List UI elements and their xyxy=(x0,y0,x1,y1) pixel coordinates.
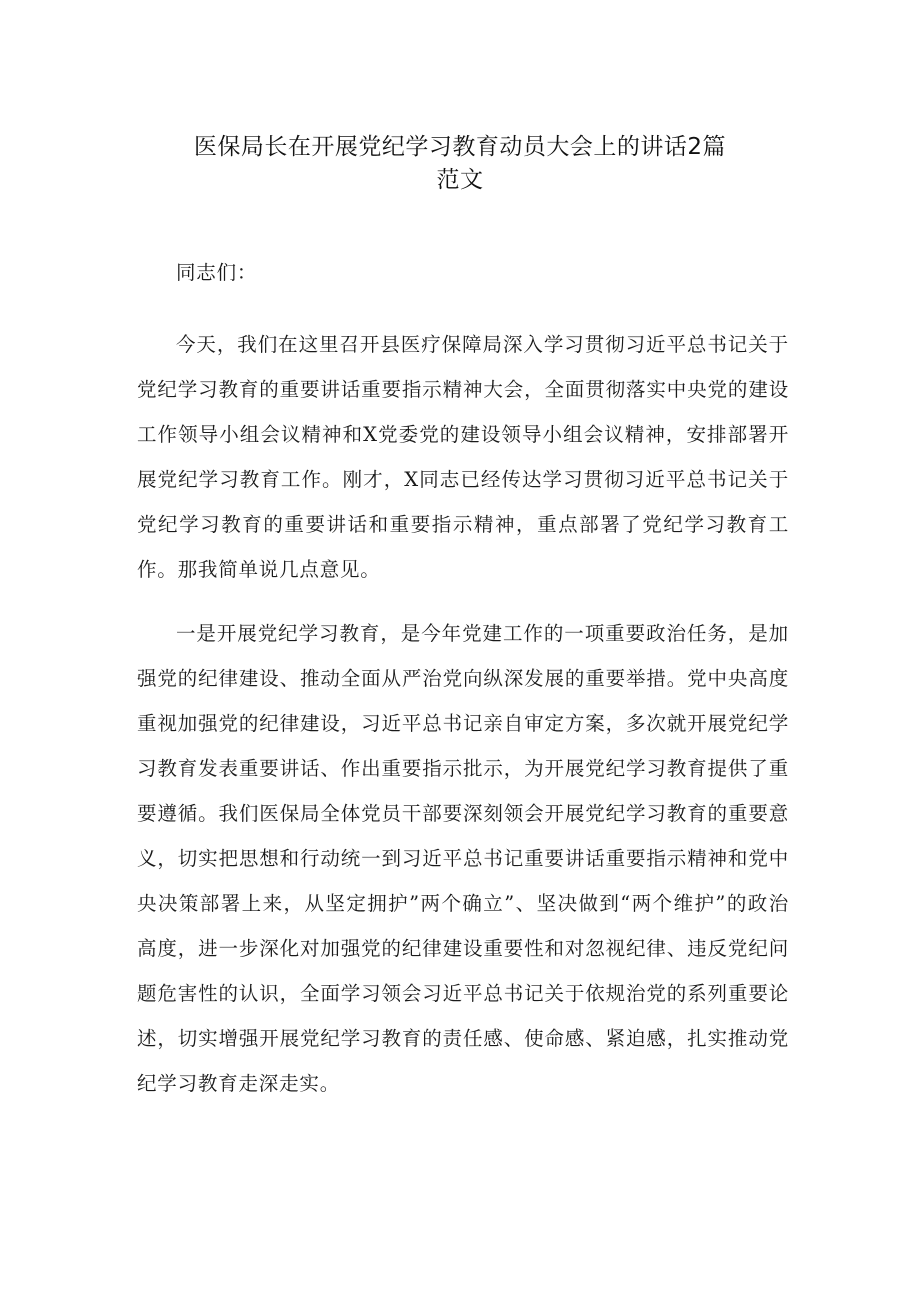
document-title-line2: 范文 xyxy=(436,167,484,193)
document-title-line1: 医保局长在开展党纪学习教育动员大会上的讲话2篇 xyxy=(193,134,727,160)
paragraph-2: 一是开展党纪学习教育，是今年党建工作的一项重要政治任务，是加强党的纪律建设、推动全面从严治党向纵深发展的重要举措。党中央高度重视加强党的纪律建设，习近平总书记亲自审定方案，多次就开展党纪学习教育发表重要讲话、作出重要指示批示，为开展党纪学习教育提供了重要遵循。我们医保局全体党员干部要深刻领会开展党纪学习教育的重要意义，切实把思想和行动统一到习近平总书记重要讲话重要指示精神和党中央决策部署上来，从坚定拥护”两个确立”、坚决做到“两个维护”的政治高度，进一步深化对加强党的纪律建设重要性和对忽视纪律、违反党纪问题危害性的认识，全面学习领会习近平总书记关于依规治党的系列重要论述，切实增强开展党纪学习教育的责任感、使命感、紧迫感，扎实推动党纪学习教育走深走实。 xyxy=(137,622,789,1095)
greeting: 同志们： xyxy=(176,261,258,284)
paragraph-1: 今天，我们在这里召开县医疗保障局深入学习贯彻习近平总书记关于党纪学习教育的重要讲话重要指示精神大会，全面贯彻落实中央党的建设工作领导小组会议精神和X党委党的建设领导小组会议精神，安排部署开展党纪学习教育工作。刚才，X同志已经传达学习贯彻习近平总书记关于党纪学习教育的重要讲话和重要指示精神，重点部署了党纪学习教育工作。那我简单说几点意见。 xyxy=(137,333,789,581)
